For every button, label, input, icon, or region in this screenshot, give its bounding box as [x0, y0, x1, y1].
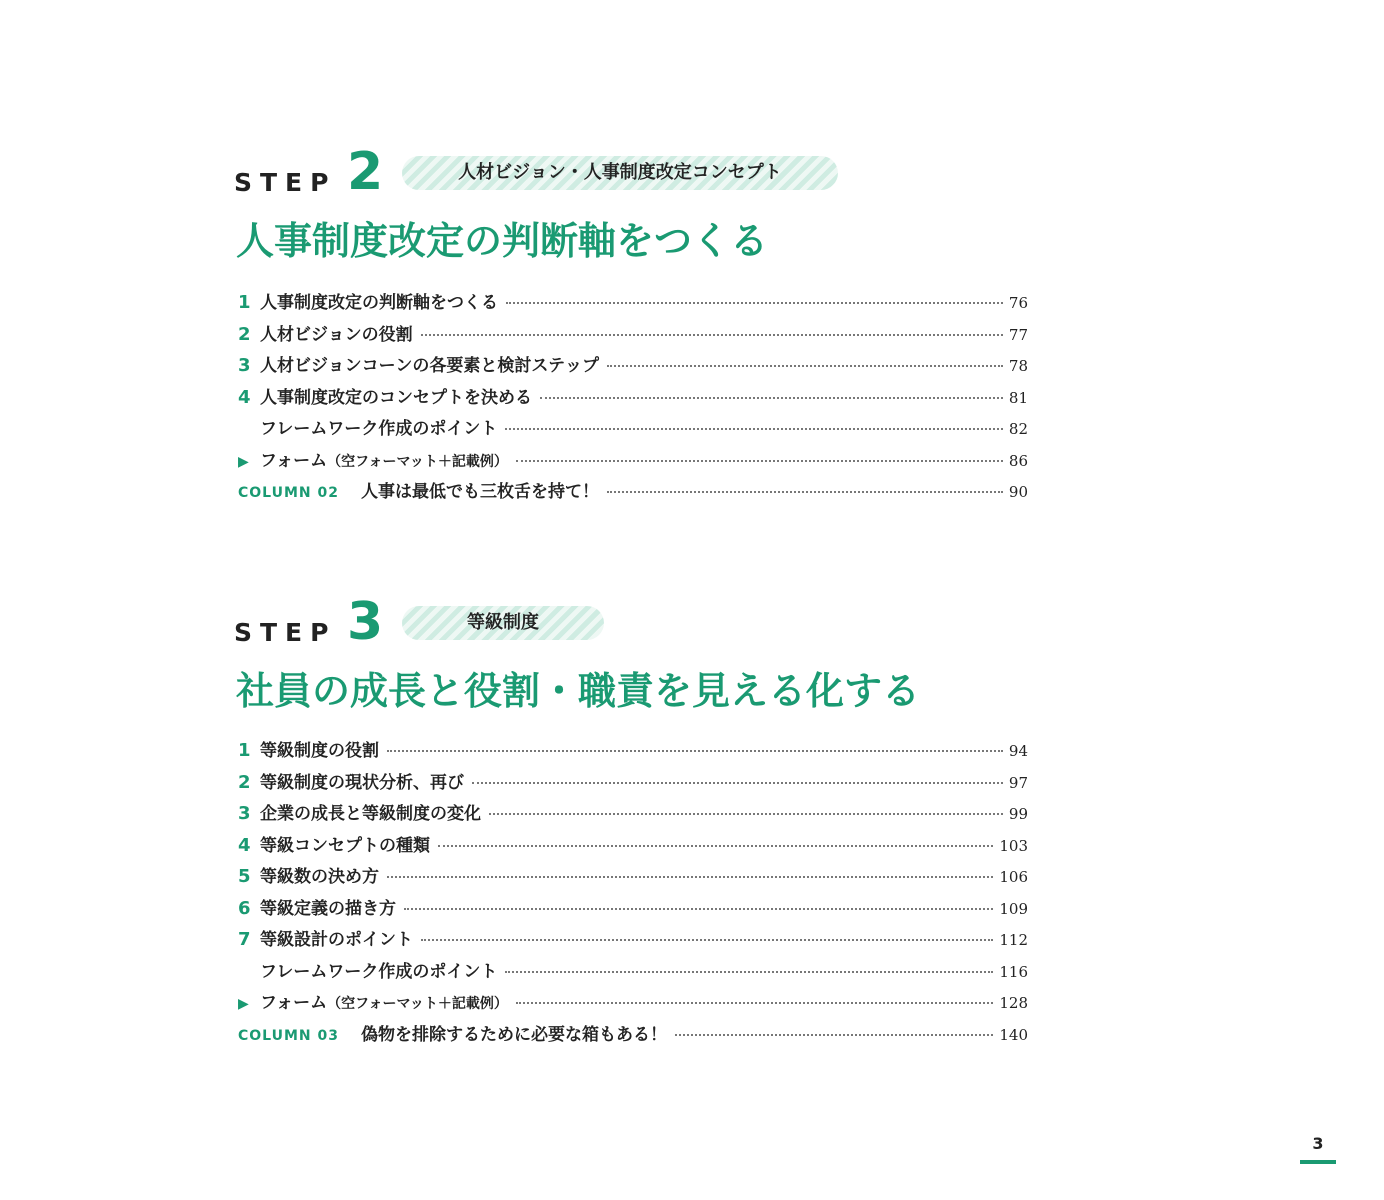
entry-number: 6 [238, 897, 251, 919]
entry-page-number: 112 [999, 931, 1028, 949]
toc-entry[interactable] [238, 383, 1028, 415]
triangle-icon: ▶ [238, 453, 249, 470]
dot-leader [489, 813, 1003, 815]
dot-leader [506, 302, 1003, 304]
toc-entry[interactable] [238, 768, 1028, 800]
entry-title [260, 446, 508, 471]
toc-entry[interactable] [238, 799, 1028, 831]
table-of-contents [238, 736, 1028, 1051]
dot-leader [472, 782, 1003, 784]
entry-page-number: 128 [999, 994, 1028, 1012]
toc-entry[interactable] [238, 831, 1028, 863]
toc-entry[interactable] [238, 351, 1028, 383]
entry-page-number: 82 [1008, 420, 1028, 438]
toc-entry[interactable] [238, 477, 1028, 509]
dot-leader [607, 365, 1003, 367]
entry-number: 3 [238, 803, 251, 824]
entry-number: 2 [238, 771, 251, 793]
entry-page-number: 140 [999, 1025, 1028, 1044]
entry-title: 等級制度の役割 [260, 741, 379, 761]
chapter-title: 人事制度改定の判断軸をつくる [236, 219, 769, 263]
entry-title: 等級定義の描き方 [260, 898, 396, 919]
entry-title: 等級設計のポイント [260, 930, 413, 950]
entry-number: 3 [238, 355, 251, 376]
dot-leader [516, 1002, 993, 1004]
toc-entry[interactable] [238, 446, 1028, 478]
entry-page-number: 78 [1008, 357, 1028, 375]
entry-page-number: 86 [1008, 451, 1028, 470]
step-label: STEP [234, 618, 337, 647]
entry-number: 2 [238, 323, 251, 345]
page-number-underline [1300, 1160, 1336, 1164]
step-tag: 等級制度 [402, 606, 604, 640]
dot-leader [387, 750, 1003, 752]
step-header [234, 140, 934, 212]
entry-page-number: 109 [999, 899, 1028, 918]
entry-page-number: 97 [1008, 773, 1028, 792]
entry-page-number: 99 [1008, 805, 1028, 823]
entry-title: 等級コンセプトの種類 [260, 835, 430, 856]
column-label: COLUMN 02 [238, 485, 339, 501]
toc-entry[interactable] [238, 414, 1028, 446]
toc-entry[interactable] [238, 957, 1028, 989]
entry-page-number: 81 [1008, 388, 1028, 407]
entry-title: 企業の成長と等級制度の変化 [260, 804, 481, 824]
entry-title-main: フォーム [260, 450, 328, 471]
entry-page-number: 76 [1008, 294, 1028, 312]
dot-leader [540, 397, 1003, 399]
entry-page-number: 116 [999, 962, 1028, 981]
toc-entry[interactable] [238, 1020, 1028, 1052]
entry-title: 人材ビジョンコーンの各要素と検討ステップ [260, 356, 599, 376]
entry-title: 等級制度の現状分析、再び [260, 772, 464, 793]
dot-leader [505, 428, 1003, 430]
entry-title [260, 988, 508, 1013]
page-number: 3 [1312, 1134, 1324, 1153]
dot-leader [516, 460, 1003, 462]
entry-title: 等級数の決め方 [260, 867, 379, 887]
dot-leader [421, 939, 993, 941]
entry-number: 5 [238, 866, 251, 887]
triangle-icon: ▶ [238, 996, 249, 1012]
entry-title: 偽物を排除するために必要な箱もある！ [360, 1024, 667, 1045]
entry-number: 4 [238, 386, 251, 408]
dot-leader [438, 845, 993, 847]
step-number: 3 [347, 592, 384, 652]
toc-entry[interactable] [238, 894, 1028, 926]
entry-title: 人材ビジョンの役割 [260, 324, 413, 345]
entry-title: 人事制度改定のコンセプトを決める [260, 387, 532, 408]
dot-leader [387, 876, 993, 878]
toc-entry[interactable] [238, 988, 1028, 1020]
entry-title-note: （空フォーマット＋記載例） [327, 996, 508, 1012]
entry-page-number: 94 [1008, 742, 1028, 760]
step-label: STEP [234, 168, 337, 197]
dot-leader [505, 971, 993, 973]
entry-title-note: （空フォーマット＋記載例） [327, 453, 508, 470]
column-label: COLUMN 03 [238, 1027, 339, 1044]
entry-page-number: 103 [999, 836, 1028, 855]
entry-page-number: 90 [1008, 483, 1028, 501]
entry-title: 人事は最低でも三枚舌を持て！ [360, 482, 599, 502]
entry-title: フレームワーク作成のポイント [260, 961, 498, 982]
toc-entry[interactable] [238, 925, 1028, 957]
dot-leader [607, 491, 1003, 493]
dot-leader [675, 1034, 993, 1036]
entry-number: 1 [238, 740, 251, 761]
entry-title: フレームワーク作成のポイント [260, 419, 498, 439]
step-number: 2 [347, 142, 384, 202]
toc-entry[interactable] [238, 288, 1028, 320]
dot-leader [404, 908, 993, 910]
toc-entry[interactable] [238, 862, 1028, 894]
step-tag: 人材ビジョン・人事制度改定コンセプト [402, 156, 838, 190]
toc-entry[interactable] [238, 320, 1028, 352]
entry-number: 1 [238, 292, 251, 313]
entry-title-main: フォーム [260, 993, 328, 1013]
step-header [234, 590, 934, 662]
entry-number: 7 [238, 929, 251, 950]
chapter-title: 社員の成長と役割・職責を見える化する [236, 669, 921, 713]
entry-title: 人事制度改定の判断軸をつくる [260, 293, 498, 313]
dot-leader [421, 334, 1003, 336]
entry-page-number: 106 [999, 868, 1028, 886]
entry-page-number: 77 [1008, 325, 1028, 344]
entry-number: 4 [238, 834, 251, 856]
toc-entry[interactable] [238, 736, 1028, 768]
table-of-contents [238, 288, 1028, 509]
